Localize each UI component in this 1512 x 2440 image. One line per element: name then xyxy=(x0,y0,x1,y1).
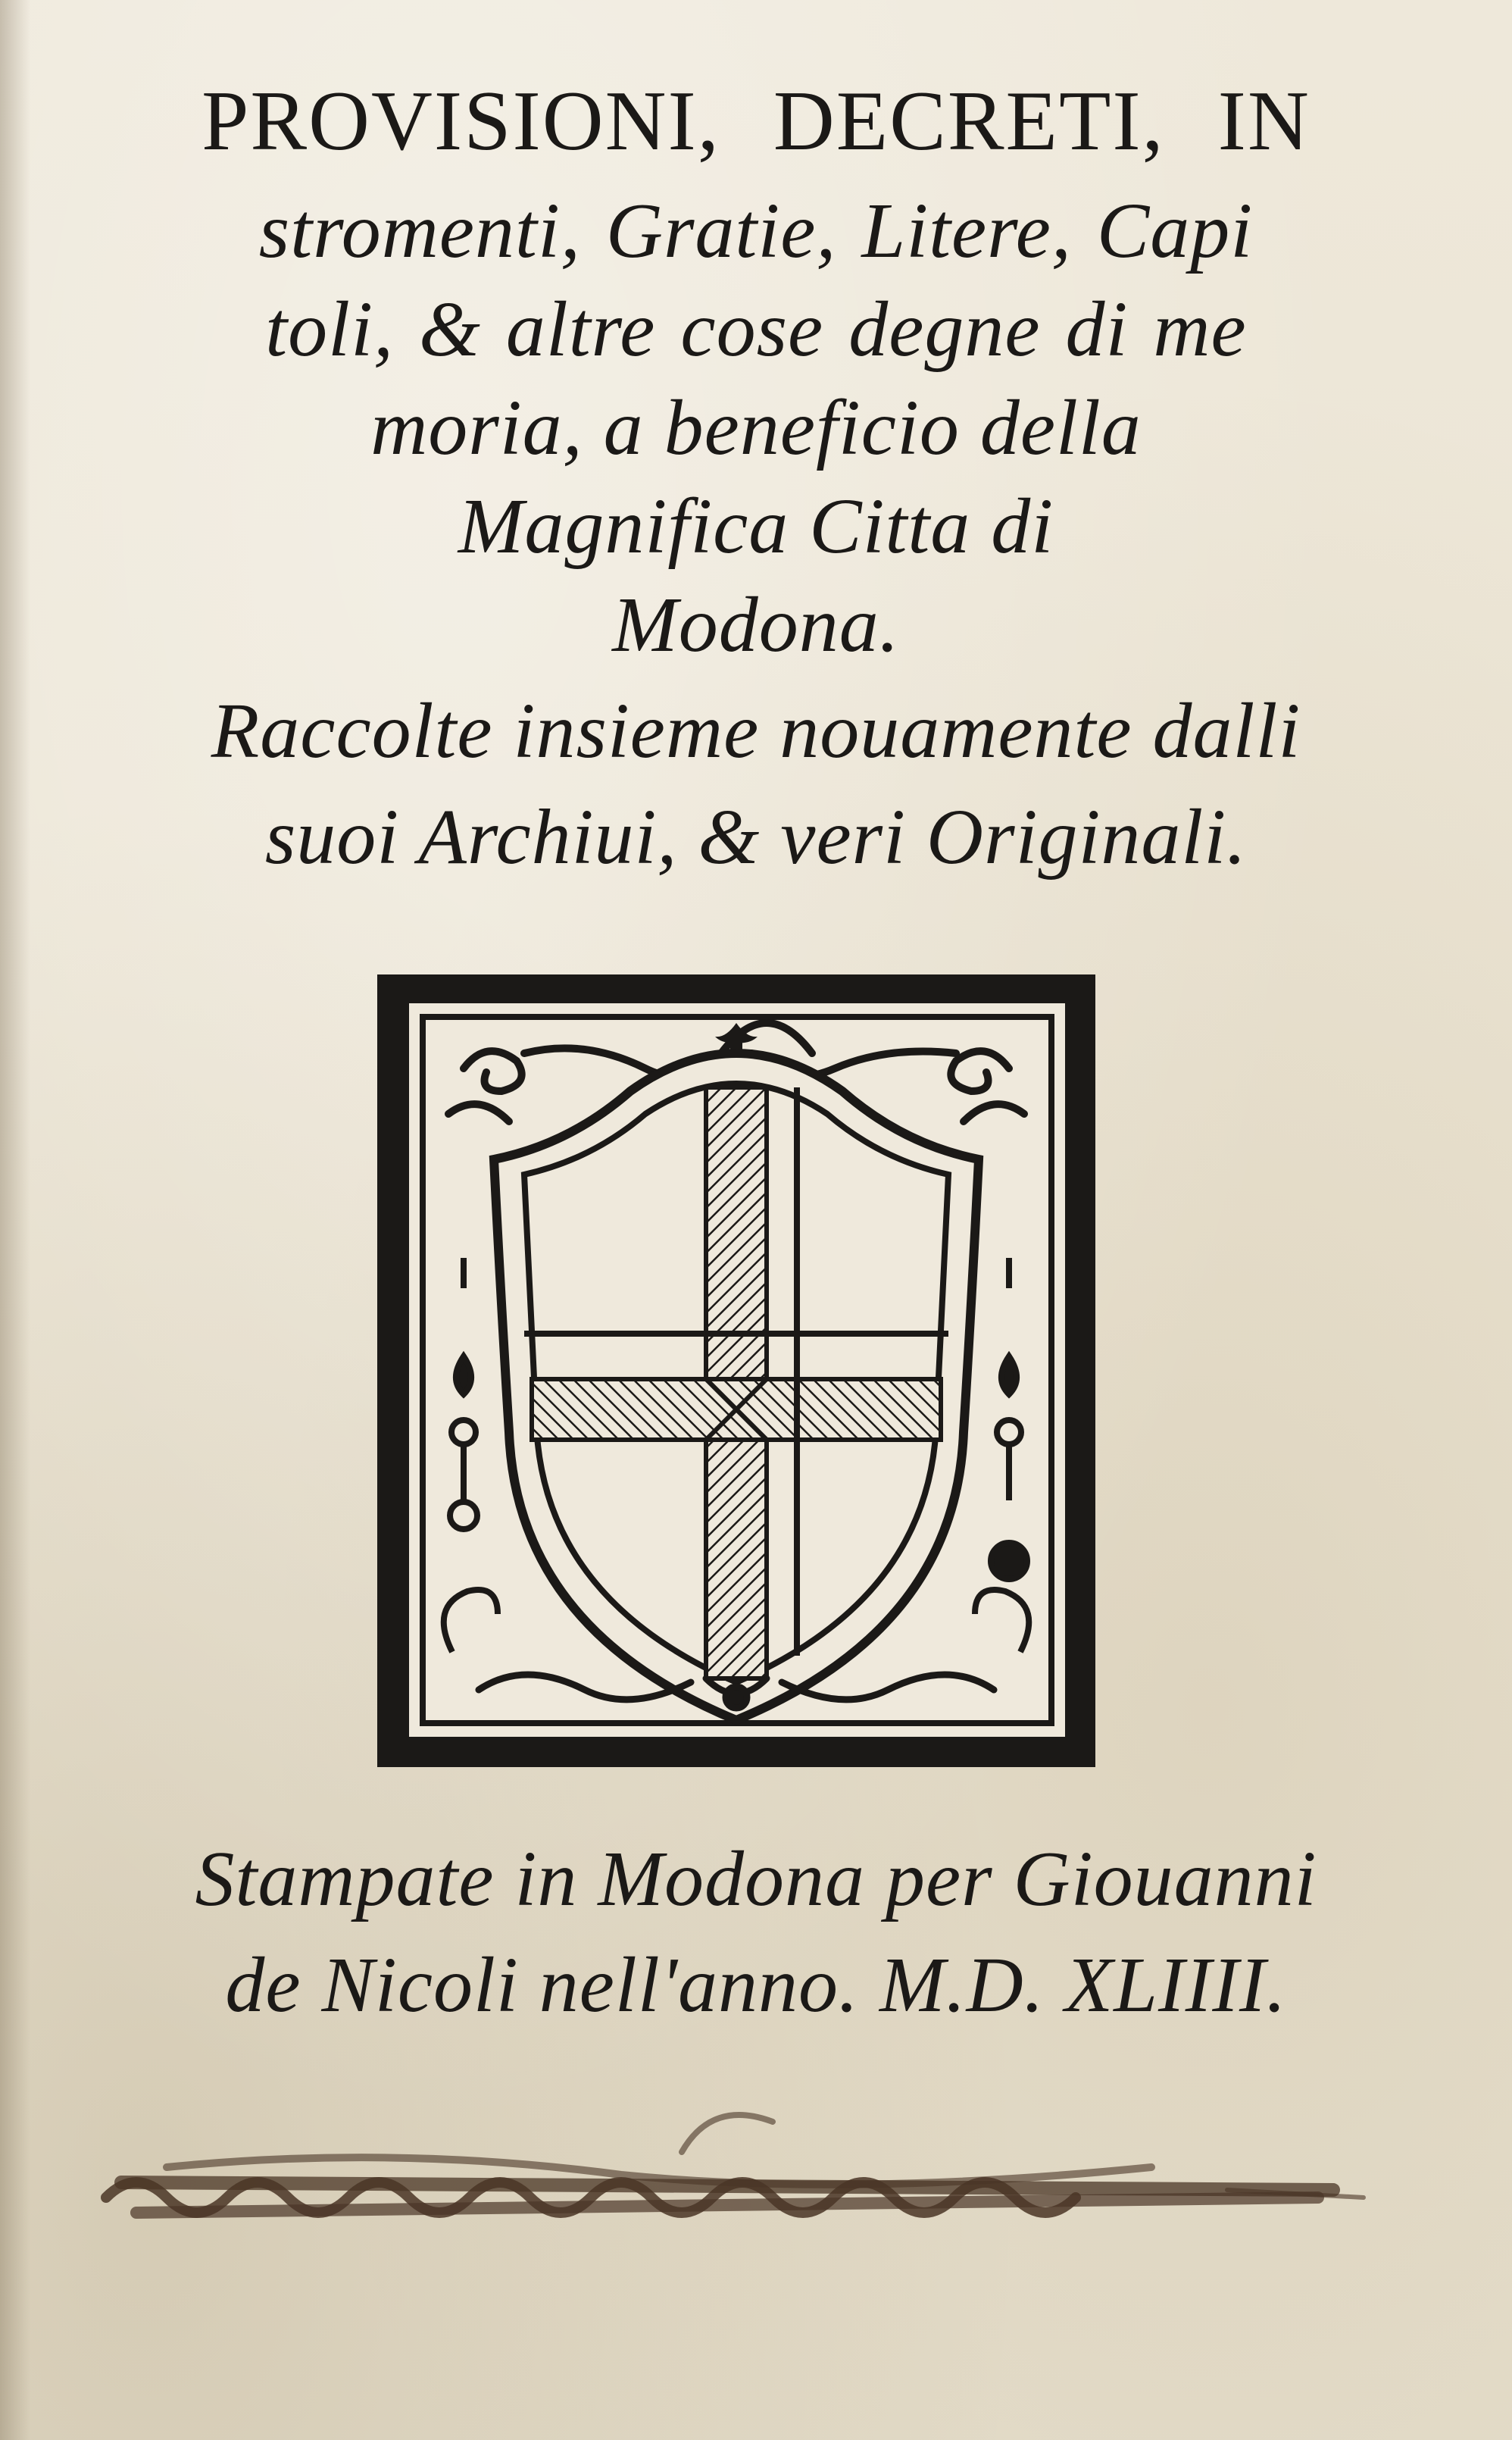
title-line-5: Magnifica Citta di xyxy=(458,483,1054,570)
coat-of-arms-woodcut xyxy=(373,970,1100,1772)
title-line-4: moria, a beneficio della xyxy=(370,384,1142,471)
imprint-line-1: Stampate in Modona per Giouanni xyxy=(195,1835,1317,1922)
title-line-3: toli, & altre cose degne di me xyxy=(265,286,1247,373)
imprint-line-2: de Nicoli nell'anno. M.D. XLIIII. xyxy=(225,1941,1287,2029)
title-line-1: PROVISIONI, DECRETI, IN xyxy=(201,74,1311,168)
subtitle-line-1: Raccolte insieme nouamente dalli xyxy=(211,687,1301,774)
title-line-6: Modona. xyxy=(612,581,900,668)
subtitle-line-2: suoi Archiui, & veri Originali. xyxy=(264,793,1248,881)
struck-through-handwriting xyxy=(91,2107,1394,2258)
title-line-2: stromenti, Gratie, Litere, Capi xyxy=(258,187,1254,274)
